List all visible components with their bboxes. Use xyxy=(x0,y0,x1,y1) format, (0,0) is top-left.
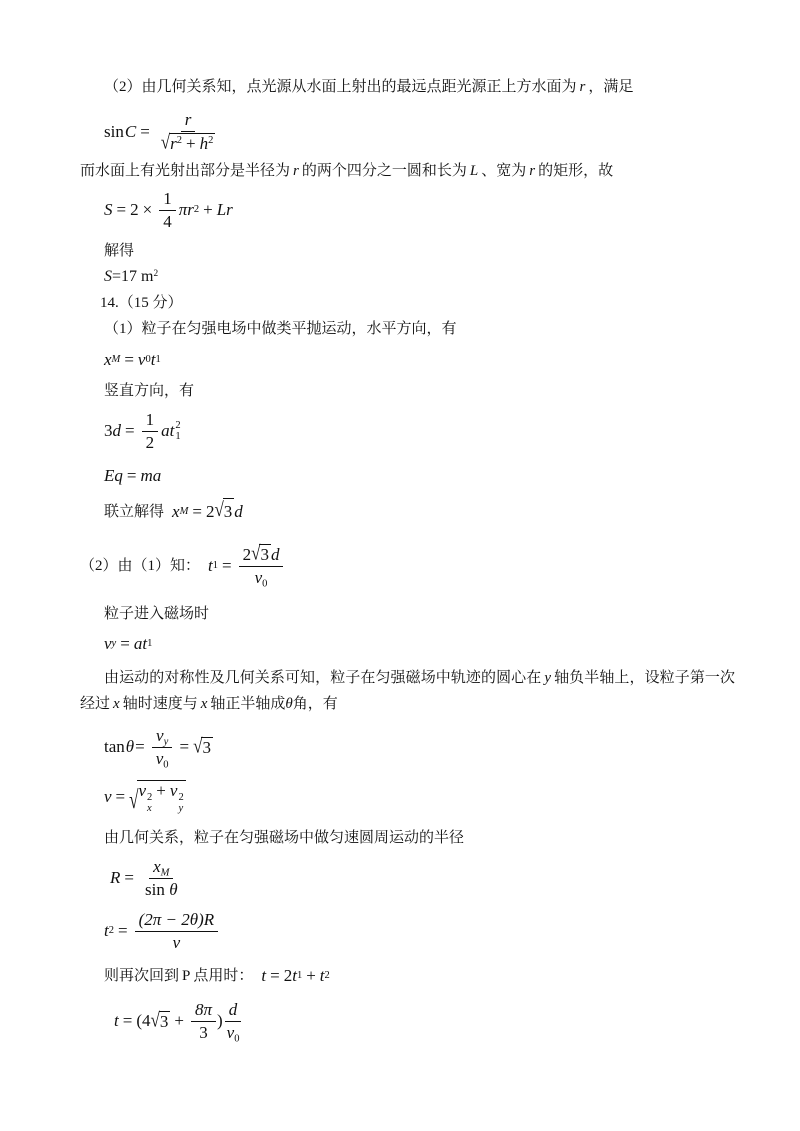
radical-sign: √ xyxy=(193,734,203,757)
subscript-1: 1 xyxy=(175,431,181,442)
equals-sign: = xyxy=(120,634,130,653)
math-var-Lr: Lr xyxy=(216,200,233,219)
math-var-x: x xyxy=(104,350,112,369)
para-area-result xyxy=(80,264,735,290)
fraction-numerator xyxy=(152,726,172,748)
number: 2 xyxy=(205,501,215,521)
formula-eq-ma xyxy=(80,463,735,489)
fraction xyxy=(141,857,182,900)
plus-sign: + xyxy=(306,966,316,985)
math-var-h: h xyxy=(199,134,209,153)
formula-sinC xyxy=(80,108,735,156)
math-var-d: d xyxy=(228,999,238,1019)
sub-sup-stack xyxy=(175,420,180,442)
equals-sign: = xyxy=(122,1011,133,1030)
number: 2 xyxy=(242,545,252,564)
func-sin: sin xyxy=(144,879,165,899)
math-var-t: t xyxy=(208,556,213,575)
fraction xyxy=(135,910,219,953)
fraction-denominator: 3 xyxy=(199,1022,208,1042)
math-var-a: a xyxy=(133,634,143,653)
equals-sign: = xyxy=(222,556,232,575)
math-expr-2pi-2theta-R: (2π − 2θ)R xyxy=(138,909,215,929)
math-var-S: S xyxy=(104,200,113,219)
formula-total-time xyxy=(80,993,735,1049)
math-var-theta: θ xyxy=(169,879,178,899)
para-light-area xyxy=(80,158,735,184)
number: 2 xyxy=(130,200,139,219)
math-var-t: t xyxy=(104,921,109,940)
text-run: 轴时速度与 xyxy=(122,696,198,712)
radical-sign: √ xyxy=(214,498,224,521)
math-pi: π xyxy=(178,200,188,219)
number: 2 xyxy=(283,966,293,985)
radicand: 3 xyxy=(260,545,269,564)
exponent: 2 xyxy=(208,135,214,147)
para-radius-intro xyxy=(80,825,735,851)
subscript-0: 0 xyxy=(234,1033,240,1045)
math-var-d: d xyxy=(112,421,121,440)
fraction-denominator xyxy=(157,132,220,154)
formula-t2: t 2 = $\frac{(2\pi - 2\theta)R}{v}$ xyxy=(80,905,735,957)
plus-sign: + xyxy=(186,134,196,153)
math-var-d: d xyxy=(270,545,280,564)
equals-sign: = xyxy=(135,737,145,756)
fraction-denominator xyxy=(152,748,173,769)
math-var-t: t xyxy=(261,966,267,985)
math-var-t: t xyxy=(292,966,297,985)
equals-sign: = xyxy=(125,421,135,440)
number: 3 xyxy=(104,421,113,440)
square-root xyxy=(160,130,216,154)
square-root xyxy=(150,1008,171,1032)
math-expr-8pi: 8π xyxy=(194,999,212,1019)
fraction-numerator: 1 xyxy=(142,410,159,432)
math-var-t: t xyxy=(150,350,156,369)
text-run: 而水面上有光射出部分是半径为 xyxy=(80,163,291,179)
point-P-label: P xyxy=(182,968,191,984)
radicand xyxy=(137,780,185,815)
math-var-v: v xyxy=(138,780,147,800)
para-enter-field xyxy=(80,601,735,627)
fraction xyxy=(223,1000,244,1043)
fraction-denominator xyxy=(141,879,182,900)
math-var-x: x xyxy=(200,696,208,712)
formula-speed xyxy=(80,779,735,815)
sub-sup-stack xyxy=(178,792,183,814)
math-var-r: r xyxy=(529,163,536,179)
math-var-t: t xyxy=(169,421,175,440)
math-var-r: r xyxy=(184,110,192,129)
equals-sign: = xyxy=(116,200,127,219)
para-return-time xyxy=(80,963,735,989)
inline-formula-t1: t 1 = 2 √ 3 d $v_0$ xyxy=(208,544,286,588)
subscript-0: 0 xyxy=(262,578,268,590)
inline-formula-xm: x M = 2 √ 3 d xyxy=(172,498,243,525)
radical-sign: √ xyxy=(129,785,139,815)
subscript-0: 0 xyxy=(163,759,169,771)
math-var-a: a xyxy=(161,421,170,440)
text-run: 角，有 xyxy=(292,696,338,712)
equals-sign: = xyxy=(124,868,134,887)
func-sin: sin xyxy=(104,122,124,141)
inline-formula-total-t: t = 2 t 1 + t 2 xyxy=(261,963,329,989)
heading-question-14 xyxy=(80,290,735,316)
text-run: 轴正半轴成 xyxy=(210,696,286,712)
equals-sign: = xyxy=(118,921,128,940)
math-var-v: v xyxy=(104,787,112,806)
math-var-t: t xyxy=(142,634,148,653)
text-run: 的两个四分之一圆和长为 xyxy=(301,163,467,179)
fraction xyxy=(159,189,176,232)
text-run: 点用时： xyxy=(193,968,254,984)
equals-sign: = xyxy=(270,966,280,985)
square-root xyxy=(129,780,186,815)
para-part1-intro xyxy=(80,316,735,342)
text-run: 、宽为 xyxy=(481,163,527,179)
math-var-t: t xyxy=(319,966,325,985)
func-tan: tan xyxy=(104,737,125,756)
text-run: ，满足 xyxy=(588,79,634,95)
fraction xyxy=(142,410,159,453)
plus-sign: + xyxy=(203,200,213,219)
text-run: （2）由几何关系知，点光源从水面上射出的最远点距光源正上方水面为 xyxy=(104,79,577,95)
text-run: 粒子进入磁场时 xyxy=(104,606,210,622)
para-vertical xyxy=(80,378,735,404)
fraction-numerator xyxy=(149,857,173,879)
square-root xyxy=(214,498,234,525)
math-var-v: v xyxy=(155,748,164,768)
text-run: 则再次回到 xyxy=(104,968,180,984)
plus-sign: + xyxy=(156,780,166,800)
text-run: 解得 xyxy=(104,243,135,259)
math-var-t: t xyxy=(114,1011,119,1030)
fraction-numerator xyxy=(181,110,196,132)
text-run: 的矩形，故 xyxy=(538,163,614,179)
formula-xm: x M = v 0 t 1 xyxy=(104,350,161,369)
exponent: 2 xyxy=(153,268,159,279)
fraction-denominator: 4 xyxy=(163,211,172,231)
math-var-x: x xyxy=(172,501,180,521)
radicand xyxy=(169,133,215,154)
math-var-v: v xyxy=(156,725,164,745)
radicand: 3 xyxy=(159,1011,169,1031)
equals-sign: = xyxy=(126,466,137,485)
math-var-v: v xyxy=(104,634,112,653)
equals-sign: = xyxy=(179,737,190,756)
formula-area: S = 2 × $\frac{1}{4}$ π r 2 + Lr xyxy=(104,188,233,231)
math-var-r: r xyxy=(187,200,194,219)
math-var-v: v xyxy=(172,932,181,952)
math-var-R: R xyxy=(110,868,121,887)
math-var-v: v xyxy=(137,350,146,369)
text-run: 由运动的对称性及几何关系可知，粒子在匀强磁场中轨迹的圆心在 xyxy=(104,670,542,686)
times-sign: × xyxy=(142,200,153,219)
math-var-C: C xyxy=(124,122,137,141)
math-var-theta: θ xyxy=(125,737,135,756)
square-root xyxy=(193,734,213,758)
text-run: （1）粒子在匀强电场中做类平抛运动，水平方向，有 xyxy=(104,321,457,337)
math-var-ma: ma xyxy=(140,466,162,485)
close-paren: ) xyxy=(216,1011,223,1030)
math-var-r: r xyxy=(579,79,586,95)
fraction-numerator xyxy=(135,910,219,932)
text-run: 联立解得 xyxy=(104,503,165,520)
math-var-y: y xyxy=(544,670,552,686)
radical-sign: √ xyxy=(160,130,171,154)
text-run: =17 m xyxy=(112,268,154,285)
fraction xyxy=(191,1000,216,1043)
plus-sign: + xyxy=(174,1011,184,1030)
formula-radius xyxy=(80,853,735,903)
question-number: 14.（15 分） xyxy=(100,295,183,311)
subscript-y: y xyxy=(178,803,184,815)
math-var-v: v xyxy=(169,780,178,800)
para-solve xyxy=(80,238,735,264)
subscript-x: x xyxy=(147,803,152,815)
equals-sign: = xyxy=(192,501,202,521)
radical-sign: √ xyxy=(150,1008,160,1031)
exponent: 2 xyxy=(175,419,181,431)
sub-sup-stack xyxy=(147,792,152,814)
para-xm-result xyxy=(80,498,735,525)
exponent: 2 xyxy=(147,792,153,804)
radicand: 3 xyxy=(202,737,211,757)
math-var-v: v xyxy=(254,568,263,587)
fraction-numerator: 1 xyxy=(159,189,176,211)
equals-sign: = xyxy=(124,350,134,369)
math-var-x: x xyxy=(153,856,161,876)
math-var-Eq: Eq xyxy=(104,466,123,485)
radical-sign: √ xyxy=(251,541,261,565)
math-var-S: S xyxy=(104,268,112,285)
math-var-L: L xyxy=(469,163,479,179)
fraction xyxy=(152,726,173,769)
math-var-v: v xyxy=(226,1022,235,1042)
number: 4 xyxy=(142,1011,151,1030)
math-var-theta: θ xyxy=(285,696,293,712)
fraction-numerator xyxy=(191,1000,216,1022)
formula-3d xyxy=(80,407,735,455)
para-part2-t1 xyxy=(80,539,735,593)
text-run: 竖直方向，有 xyxy=(104,383,195,399)
subscript-y: y xyxy=(163,736,169,748)
subscript-M: M xyxy=(160,867,170,879)
math-var-r: r xyxy=(293,163,299,179)
fraction-numerator xyxy=(239,541,284,567)
radicand: 3 xyxy=(223,498,235,525)
math-var-d: d xyxy=(234,501,243,521)
math-var-r: r xyxy=(170,134,177,153)
fraction-denominator: 2 xyxy=(145,432,155,452)
square-root xyxy=(251,541,271,565)
formula-vy: v y = a t 1 xyxy=(104,634,153,653)
text-run: 轴负半轴上，设粒子第一次经过 xyxy=(80,670,735,712)
formula-tan-theta xyxy=(80,721,735,773)
fraction-denominator xyxy=(251,567,272,588)
equals-sign: = xyxy=(140,122,150,141)
text-run: （2）由（1）知： xyxy=(80,558,201,574)
equals-sign: = xyxy=(115,787,126,806)
exponent: 2 xyxy=(176,135,183,147)
para-light-source xyxy=(80,74,735,100)
math-var-x: x xyxy=(113,696,120,712)
para-symmetry xyxy=(80,665,735,717)
fraction-denominator xyxy=(223,1022,244,1043)
fraction-denominator xyxy=(169,932,185,953)
fraction-numerator xyxy=(225,1000,242,1022)
fraction xyxy=(239,541,284,590)
open-paren: ( xyxy=(136,1011,142,1030)
exponent: 2 xyxy=(178,792,184,804)
text-run: 由几何关系，粒子在匀强磁场中做匀速圆周运动的半径 xyxy=(104,830,465,846)
fraction xyxy=(157,110,220,154)
